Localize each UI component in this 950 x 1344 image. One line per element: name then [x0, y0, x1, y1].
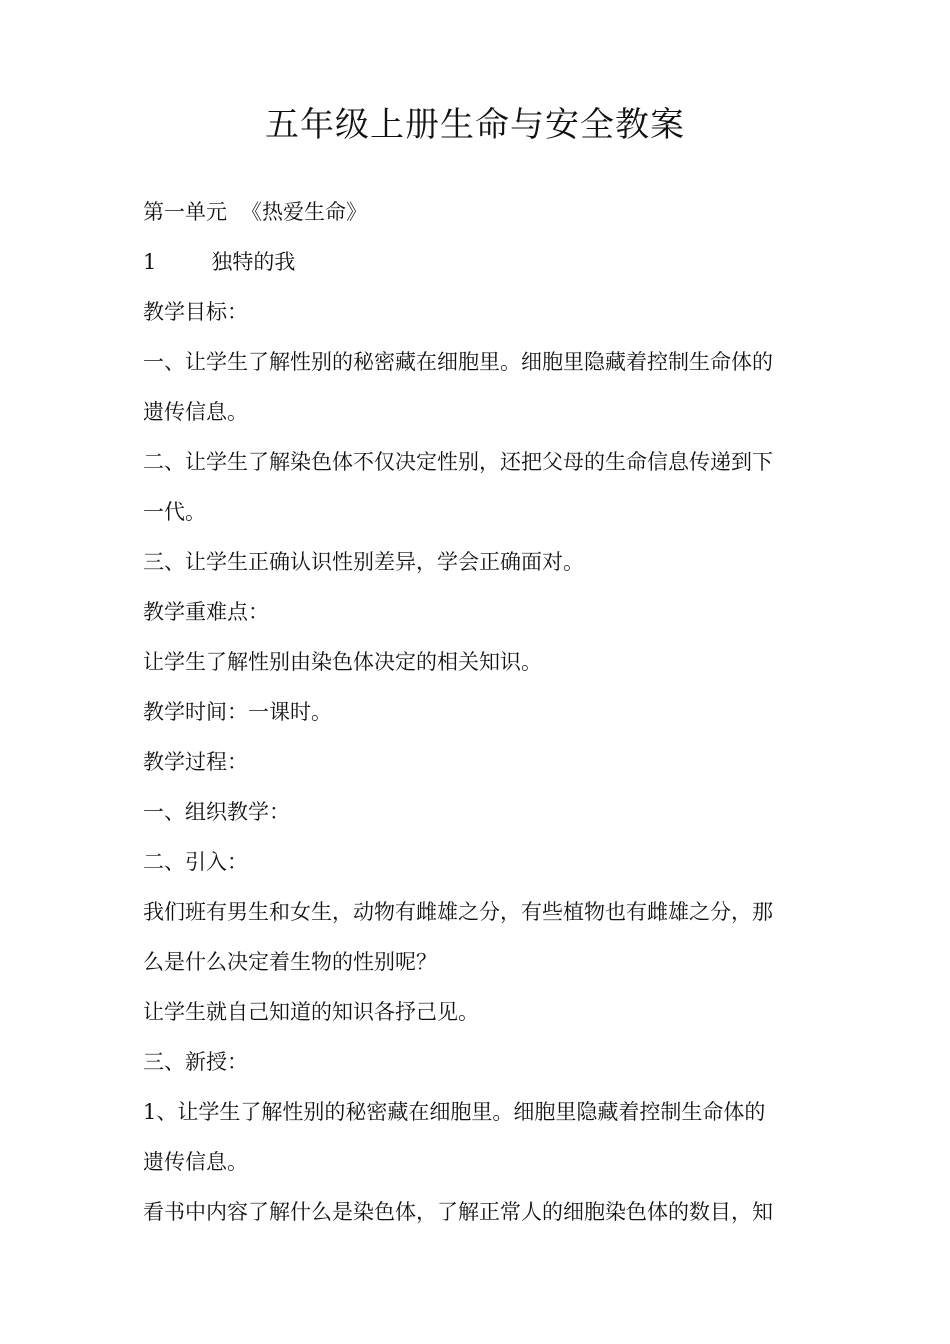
- paragraph-line: 教学重难点：: [143, 600, 269, 624]
- paragraph-line: 让学生了解性别由染色体决定的相关知识。: [143, 650, 542, 674]
- paragraph-line: 看书中内容了解什么是染色体，了解正常人的细胞染色体的数目，知: [143, 1200, 773, 1224]
- paragraph-line: 一、组织教学：: [143, 800, 290, 824]
- unit-name: 《热爱生命》: [241, 200, 367, 224]
- paragraph-line: 三、让学生正确认识性别差异，学会正确面对。: [143, 550, 584, 574]
- document-title: 五年级上册生命与安全教案: [265, 105, 685, 145]
- paragraph-line: 一代。: [143, 500, 206, 524]
- paragraph-line: 遗传信息。: [143, 1150, 248, 1174]
- paragraph-line: 三、新授：: [143, 1050, 248, 1074]
- unit-label: 第一单元: [143, 200, 227, 224]
- paragraph-line: 么是什么决定着生物的性别呢？: [143, 950, 437, 974]
- paragraph-line: 1、让学生了解性别的秘密藏在细胞里。细胞里隐藏着控制生命体的: [143, 1100, 766, 1124]
- paragraph-line: 一、让学生了解性别的秘密藏在细胞里。细胞里隐藏着控制生命体的: [143, 350, 773, 374]
- paragraph-line: 教学目标：: [143, 300, 248, 324]
- lesson-number: 1: [143, 250, 157, 274]
- document-body: [143, 187, 813, 1237]
- unit-heading: [143, 187, 813, 237]
- paragraph-line: 让学生就自己知道的知识各抒己见。: [143, 1000, 479, 1024]
- lesson-heading: [143, 237, 813, 287]
- paragraph-line: 二、引入：: [143, 850, 248, 874]
- paragraph-line: 教学时间：一课时。: [143, 700, 332, 724]
- paragraph-line: 遗传信息。: [143, 400, 248, 424]
- paragraph-line: 我们班有男生和女生，动物有雌雄之分，有些植物也有雌雄之分，那: [143, 900, 773, 924]
- paragraph-line: 教学过程：: [143, 750, 248, 774]
- paragraph-line: 二、让学生了解染色体不仅决定性别，还把父母的生命信息传递到下: [143, 450, 773, 474]
- lesson-name: 独特的我: [211, 250, 296, 274]
